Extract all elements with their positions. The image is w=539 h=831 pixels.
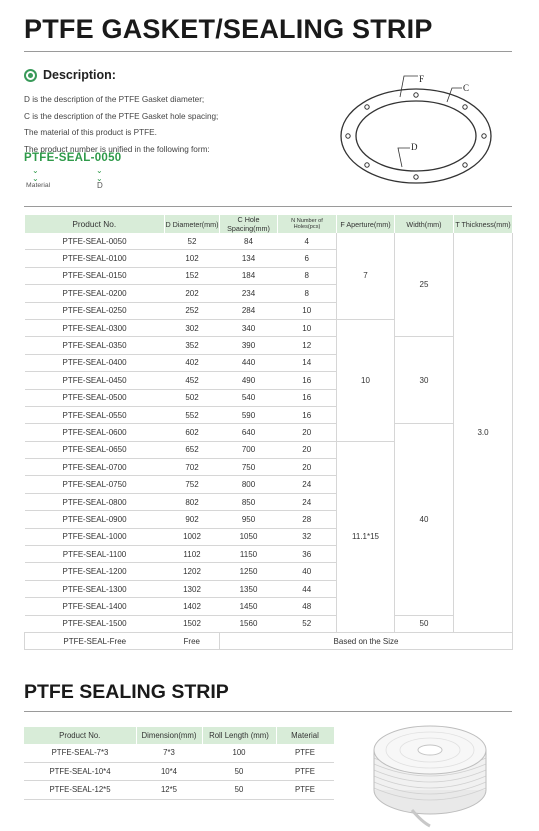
hole-spacing-cell: 390: [220, 337, 278, 354]
gasket-diagram: [336, 64, 512, 186]
product-no-cell: PTFE-SEAL-0350: [25, 337, 165, 354]
diameter-cell: 1002: [165, 528, 220, 545]
product-no-cell: PTFE-SEAL-0600: [25, 424, 165, 441]
hole-spacing-cell: 950: [220, 511, 278, 528]
holes-cell: 16: [278, 406, 337, 423]
table-row: [25, 615, 513, 632]
hole-spacing-cell: 84: [220, 233, 278, 250]
product-no-cell: PTFE-SEAL-7*3: [24, 744, 136, 762]
description-heading-text: Description:: [43, 68, 116, 82]
section-divider: [24, 711, 512, 712]
hole-spacing-cell: 234: [220, 285, 278, 302]
code-label-material: Material: [26, 182, 51, 189]
diameter-cell: 902: [165, 511, 220, 528]
hole-spacing-cell: 640: [220, 424, 278, 441]
product-no-cell: PTFE-SEAL-0650: [25, 441, 165, 458]
col-header-hole-spacing: C Hole Spacing(mm): [220, 215, 278, 233]
hole-spacing-cell: 1150: [220, 546, 278, 563]
roll-length-cell: 100: [202, 744, 276, 762]
diameter-cell: 502: [165, 389, 220, 406]
description-line: The product number is unified in the following form:: [24, 144, 210, 154]
hole-spacing-cell: 284: [220, 302, 278, 319]
diameter-cell: 152: [165, 267, 220, 284]
holes-cell: 10: [278, 302, 337, 319]
hole-spacing-cell: 590: [220, 406, 278, 423]
code-label-d: D: [97, 181, 103, 190]
table-row: [25, 233, 513, 250]
holes-cell: 4: [278, 233, 337, 250]
page-title: PTFE GASKET/SEALING STRIP: [24, 14, 433, 44]
product-no-cell: PTFE-SEAL-0400: [25, 354, 165, 371]
section-divider: [24, 206, 512, 207]
product-no-cell: PTFE-SEAL-0900: [25, 511, 165, 528]
label-f: F: [419, 74, 425, 84]
roll-length-cell: 50: [202, 762, 276, 781]
holes-cell: 20: [278, 424, 337, 441]
aperture-cell: 7: [337, 233, 395, 319]
label-d: D: [411, 142, 418, 152]
hole-spacing-cell: 184: [220, 267, 278, 284]
holes-cell: 8: [278, 285, 337, 302]
material-cell: PTFE: [276, 781, 334, 800]
width-cell: 50: [395, 615, 454, 632]
product-no-cell: PTFE-SEAL-0800: [25, 493, 165, 510]
diameter-cell: 1202: [165, 563, 220, 580]
holes-cell: 16: [278, 372, 337, 389]
diameter-cell: 752: [165, 476, 220, 493]
hole-spacing-cell: 340: [220, 319, 278, 336]
hole-spacing-cell: 800: [220, 476, 278, 493]
diameter-cell: 1502: [165, 615, 220, 632]
dimension-cell: 12*5: [136, 781, 202, 800]
diameter-cell: 452: [165, 372, 220, 389]
thickness-cell: 3.0: [454, 233, 513, 632]
dimension-cell: 7*3: [136, 744, 202, 762]
chevron-down-icon: ⌄ ⌄: [96, 166, 103, 183]
product-no-cell: PTFE-SEAL-12*5: [24, 781, 136, 800]
diameter-cell: 252: [165, 302, 220, 319]
diameter-cell: 702: [165, 459, 220, 476]
holes-cell: 6: [278, 250, 337, 267]
hole-spacing-cell: 440: [220, 354, 278, 371]
diameter-cell: 402: [165, 354, 220, 371]
product-no-cell: PTFE-SEAL-1000: [25, 528, 165, 545]
diameter-cell: 102: [165, 250, 220, 267]
description-line: C is the description of the PTFE Gasket hole spacing;: [24, 111, 219, 121]
gasket-inner-ring: [356, 101, 476, 171]
sealing-strip-reel-image: [366, 718, 498, 830]
holes-cell: 20: [278, 459, 337, 476]
diameter-cell: 302: [165, 319, 220, 336]
holes-cell: 28: [278, 511, 337, 528]
table-row: [24, 781, 334, 800]
col-header-roll-length: Roll Length (mm): [202, 727, 276, 744]
diameter-cell: Free: [165, 632, 220, 649]
hole-spacing-cell: 850: [220, 493, 278, 510]
width-cell: 40: [395, 424, 454, 615]
diameter-cell: 652: [165, 441, 220, 458]
hole-spacing-cell: 490: [220, 372, 278, 389]
hole-spacing-cell: 1560: [220, 615, 278, 632]
holes-cell: 24: [278, 493, 337, 510]
holes-cell: 40: [278, 563, 337, 580]
product-no-cell: PTFE-SEAL-0050: [25, 233, 165, 250]
label-c: C: [463, 83, 470, 93]
holes-cell: 24: [278, 476, 337, 493]
holes-cell: 10: [278, 319, 337, 336]
gasket-outer-ring: [341, 89, 491, 183]
holes-cell: 32: [278, 528, 337, 545]
holes-cell: 44: [278, 580, 337, 597]
holes-cell: 48: [278, 598, 337, 615]
product-no-cell: PTFE-SEAL-0500: [25, 389, 165, 406]
diameter-cell: 1302: [165, 580, 220, 597]
diameter-cell: 1402: [165, 598, 220, 615]
diameter-cell: 352: [165, 337, 220, 354]
diameter-cell: 552: [165, 406, 220, 423]
description-line: The material of this product is PTFE.: [24, 128, 157, 138]
col-header-product: Product No.: [24, 727, 136, 744]
diameter-cell: 202: [165, 285, 220, 302]
col-header-width: Width(mm): [395, 215, 454, 233]
col-header-dimension: Dimension(mm): [136, 727, 202, 744]
hole-spacing-cell: 700: [220, 441, 278, 458]
holes-cell: 52: [278, 615, 337, 632]
product-no-cell: PTFE-SEAL-0550: [25, 406, 165, 423]
product-no-cell: PTFE-SEAL-1100: [25, 546, 165, 563]
hole-spacing-cell: 540: [220, 389, 278, 406]
diameter-cell: 802: [165, 493, 220, 510]
table-row: [24, 762, 334, 781]
hole-spacing-cell: 134: [220, 250, 278, 267]
width-cell: 25: [395, 233, 454, 337]
holes-cell: 12: [278, 337, 337, 354]
product-no-cell: PTFE-SEAL-0300: [25, 319, 165, 336]
holes-cell: 8: [278, 267, 337, 284]
radio-dot-icon: [24, 69, 37, 82]
product-no-cell: PTFE-SEAL-0250: [25, 302, 165, 319]
product-no-cell: PTFE-SEAL-0450: [25, 372, 165, 389]
width-cell: 30: [395, 337, 454, 424]
gasket-holes: [346, 93, 486, 179]
holes-cell: 20: [278, 441, 337, 458]
col-header-material: Material: [276, 727, 334, 744]
col-header-aperture: F Aperture(mm): [337, 215, 395, 233]
title-divider: [24, 51, 512, 52]
holes-cell: 36: [278, 546, 337, 563]
roll-length-cell: 50: [202, 781, 276, 800]
strip-spec-table: [24, 727, 335, 800]
description-line: D is the description of the PTFE Gasket diameter;: [24, 95, 205, 104]
diameter-cell: 1102: [165, 546, 220, 563]
hole-spacing-cell: 1250: [220, 563, 278, 580]
hole-spacing-cell: 750: [220, 459, 278, 476]
product-code-example: PTFE-SEAL-0050: [24, 152, 122, 164]
holes-cell: 14: [278, 354, 337, 371]
product-no-cell: PTFE-SEAL-0700: [25, 459, 165, 476]
col-header-diameter: D Diameter(mm): [165, 215, 220, 233]
material-cell: PTFE: [276, 744, 334, 762]
product-no-cell: PTFE-SEAL-10*4: [24, 762, 136, 781]
product-no-cell: PTFE-SEAL-0750: [25, 476, 165, 493]
dimension-cell: 10*4: [136, 762, 202, 781]
table-row-free: [25, 632, 513, 649]
hole-spacing-cell: 1350: [220, 580, 278, 597]
diameter-cell: 602: [165, 424, 220, 441]
section-title-strip: PTFE SEALING STRIP: [24, 681, 229, 703]
aperture-cell: 11.1*15: [337, 441, 395, 632]
diameter-cell: 52: [165, 233, 220, 250]
product-no-cell: PTFE-SEAL-1500: [25, 615, 165, 632]
product-no-cell: PTFE-SEAL-0200: [25, 285, 165, 302]
table-row: [24, 744, 334, 762]
table-row: [25, 424, 513, 441]
col-header-holes: N Number of Holes(pcs): [278, 215, 337, 233]
description-text: [24, 92, 218, 158]
col-header-thickness: T Thickness(mm): [454, 215, 513, 233]
description-heading: [24, 68, 116, 82]
product-no-cell: PTFE-SEAL-1200: [25, 563, 165, 580]
product-no-cell: PTFE-SEAL-0100: [25, 250, 165, 267]
product-no-cell: PTFE-SEAL-Free: [25, 632, 165, 649]
based-on-size-note: Based on the Size: [220, 632, 513, 649]
table-row: [25, 337, 513, 354]
col-header-product: Product No.: [25, 215, 165, 233]
holes-cell: 16: [278, 389, 337, 406]
hole-spacing-cell: 1050: [220, 528, 278, 545]
chevron-down-icon: ⌄ ⌄: [32, 166, 39, 183]
product-no-cell: PTFE-SEAL-0150: [25, 267, 165, 284]
product-no-cell: PTFE-SEAL-1300: [25, 580, 165, 597]
aperture-cell: 10: [337, 319, 395, 441]
product-no-cell: PTFE-SEAL-1400: [25, 598, 165, 615]
gasket-spec-table: [24, 215, 513, 650]
material-cell: PTFE: [276, 762, 334, 781]
hole-spacing-cell: 1450: [220, 598, 278, 615]
